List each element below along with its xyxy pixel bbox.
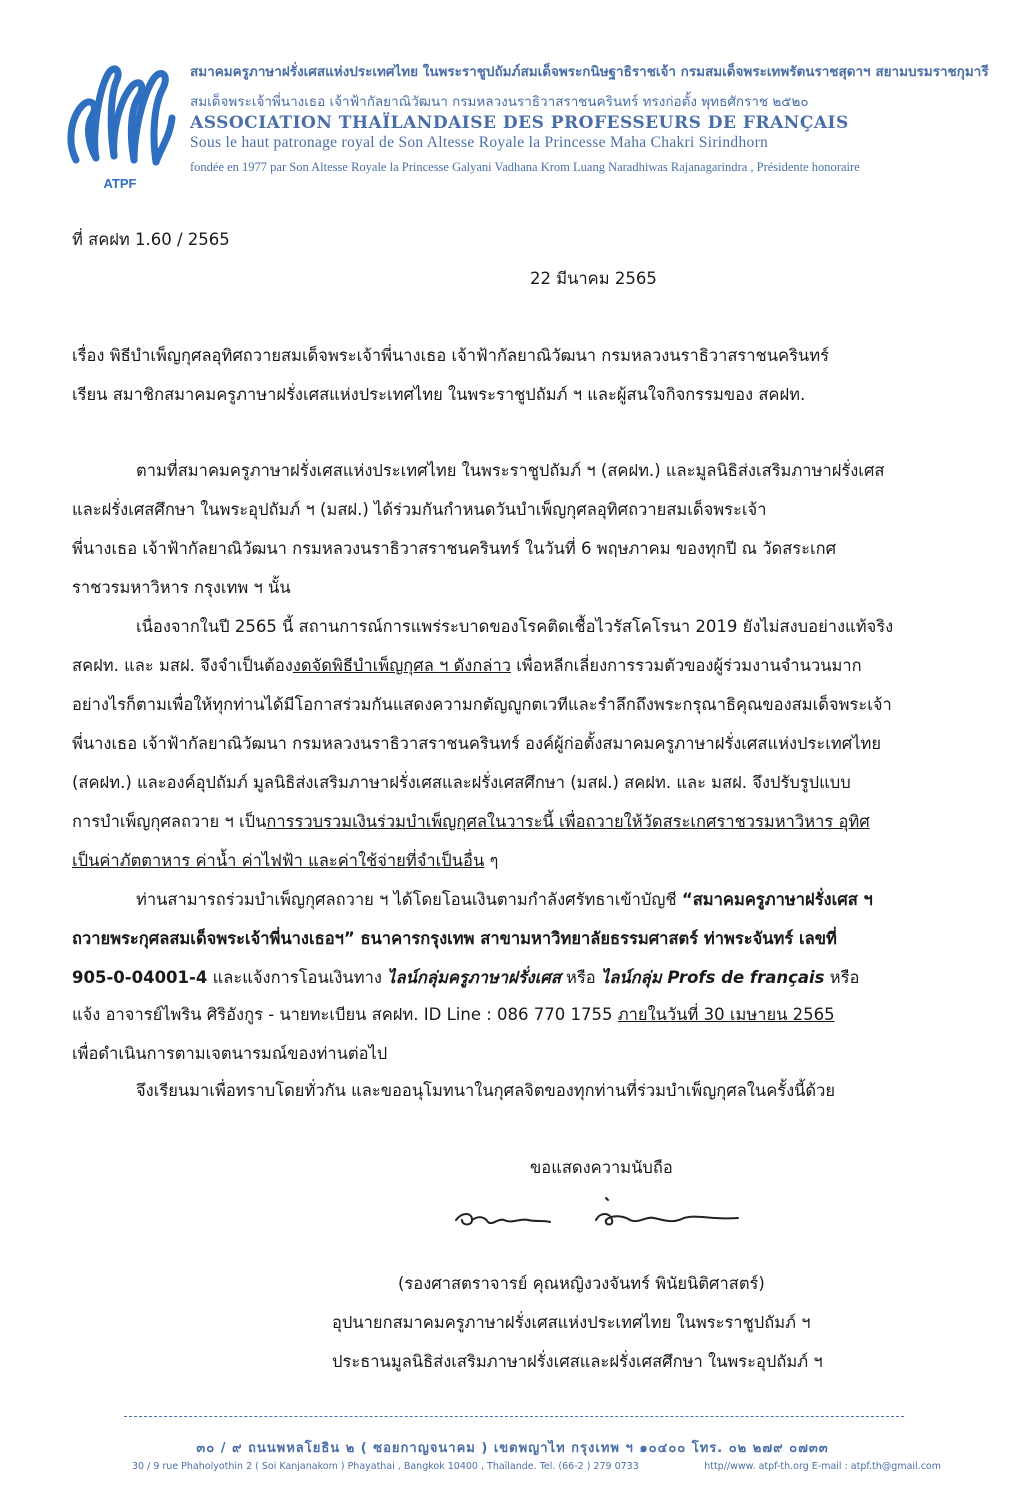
para2-line	[72, 850, 498, 872]
line-group-1: ไลน์กลุ่มครูภาษาฝรั่งเศส	[387, 968, 561, 987]
para2-underlined: เป็นค่าภัตตาหาร ค่าน้ำ ค่าไฟฟ้า และค่าใช้จ่ายที่จำเป็นอื่น	[72, 851, 485, 870]
logo-text: ATPF	[103, 176, 137, 191]
para3-line	[136, 889, 873, 911]
atpf-logo	[62, 48, 178, 196]
para3-line: เพื่อดำเนินการตามเจตนารมณ์ของท่านต่อไป	[72, 1044, 388, 1063]
footer-french-address: 30 / 9 rue Phaholyothin 2 ( Soi Kanjanakom ) Phayathai , Bangkok 10400 , Thaïlande. Tel. (66-2 ) 279 0733	[132, 1461, 639, 1472]
para1-line: และฝรั่งเศสศึกษา ในพระอุปถัมภ์ ฯ (มสฝ.) ได้ร่วมกันกำหนดวันบำเพ็ญกุศลอุทิศถวายสมเด็จพระเจ้า	[72, 500, 767, 519]
account-name: “สมาคมครูภาษาฝรั่งเศส ฯ	[681, 890, 873, 909]
para2-line	[72, 655, 862, 677]
letter-subject: เรื่อง พิธีบำเพ็ญกุศลอุทิศถวายสมเด็จพระเจ้าพี่นางเธอ เจ้าฟ้ากัลยาณิวัฒนา กรมหลวงนราธิวาสราชนครินทร์	[72, 346, 829, 365]
para1-line: ราชวรมหาวิหาร กรุงเทพ ฯ นั้น	[72, 578, 291, 597]
para3-line	[72, 967, 859, 989]
letterhead-patronage: Sous le haut patronage royal de Son Altesse Royale la Princesse Maha Chakri Sirindhorn	[190, 134, 769, 151]
account-number: 905-0-04001-4	[72, 968, 208, 987]
para1-line: ตามที่สมาคมครูภาษาฝรั่งเศสแห่งประเทศไทย ในพระราชูปถัมภ์ ฯ (สคฝท.) และมูลนิธิส่งเสริมภาษาฝรั่งเศส	[136, 461, 885, 480]
para2-underlined: การรวบรวมเงินร่วมบำเพ็ญกุศลในวาระนี้ เพื่อถวายให้วัดสระเกศราชวรมหาวิหาร อุทิศ	[266, 812, 870, 831]
letter-date: 22 มีนาคม 2565	[530, 269, 657, 288]
para3-line	[72, 1004, 835, 1026]
para3-text: แจ้ง อาจารย์ไพริน ศิริอังกูร - นายทะเบียน สคฝท. ID Line : 086 770 1755	[72, 1005, 618, 1024]
para3-text: หรือ	[824, 968, 860, 987]
para3-text: ท่านสามารถร่วมบำเพ็ญกุศลถวาย ฯ ได้โดยโอนเงินตามกำลังศรัทธาเข้าบัญชี	[136, 890, 682, 909]
signer-title-2: ประธานมูลนิธิส่งเสริมภาษาฝรั่งเศสและฝรั่งเศสศึกษา ในพระอุปถัมภ์ ฯ	[332, 1352, 823, 1371]
letterhead-french-name: ASSOCIATION THAÏLANDAISE DES PROFESSEURS DE FRANÇAIS	[190, 113, 849, 133]
para3-text: และแจ้งการโอนเงินทาง	[207, 968, 388, 987]
footer-web-email: http//www. atpf-th.org E-mail : atpf.th@gmail.com	[704, 1461, 941, 1472]
para2-line: เนื่องจากในปี 2565 นี้ สถานการณ์การแพร่ระบาดของโรคติดเชื้อไวรัสโคโรนา 2019 ยังไม่สงบอย่างแท้จริง	[136, 617, 894, 636]
letterhead-founded: fondée en 1977 par Son Altesse Royale la Princesse Galyani Vadhana Krom Luang Naradhiwas Rajanagarindra , Présidente honoraire	[190, 160, 860, 174]
para2-text: สคฝท. และ มสฝ. จึงจำเป็นต้อง	[72, 656, 293, 675]
para3-text: หรือ	[560, 968, 601, 987]
footer-thai-address: ๓๐ / ๙ ถนนพหลโยธิน ๒ ( ซอยกาญจนาคม ) เขตพญาไท กรุงเทพ ฯ ๑๐๔๐๐ โทร. ๐๒ ๒๗๙ ๐๗๓๓	[196, 1441, 829, 1456]
signer-title-1: อุปนายกสมาคมครูภาษาฝรั่งเศสแห่งประเทศไทย ในพระราชูปถัมภ์ ฯ	[332, 1313, 811, 1332]
letterhead-thai-line1: สมาคมครูภาษาฝรั่งเศสแห่งประเทศไทย ในพระราชูปถัมภ์สมเด็จพระกนิษฐาธิราชเจ้า กรมสมเด็จพระเทพรัตนราชสุดาฯ สยามบรมราชกุมารี	[190, 64, 989, 80]
letter-recipient: เรียน สมาชิกสมาคมครูภาษาฝรั่งเศสแห่งประเทศไทย ในพระราชูปถัมภ์ ฯ และผู้สนใจกิจกรรมของ สคฝท.	[72, 385, 806, 404]
line-group-2: ไลน์กลุ่ม Profs de français	[600, 968, 825, 987]
para2-line: (สคฝท.) และองค์อุปถัมภ์ มูลนิธิส่งเสริมภาษาฝรั่งเศสและฝรั่งเศสศึกษา (มสฝ.) สคฝท. และ มสฝ. จึงปรับรูปแบบ	[72, 773, 851, 792]
footer-divider	[124, 1416, 904, 1417]
para2-line: อย่างไรก็ตามเพื่อให้ทุกท่านได้มีโอกาสร่วมกันแสดงความกตัญญูกตเวทีและรำลึกถึงพระกรุณาธิคุณของสมเด็จพระเจ้า	[72, 695, 892, 714]
signer-name: (รองศาสตราจารย์ คุณหญิงวงจันทร์ พินัยนิติศาสตร์)	[398, 1274, 765, 1293]
letter-reference: ที่ สคฝท 1.60 / 2565	[72, 230, 230, 249]
para1-line: พี่นางเธอ เจ้าฟ้ากัลยาณิวัฒนา กรมหลวงนราธิวาสราชนครินทร์ ในวันที่ 6 พฤษภาคม ของทุกปี ณ วัดสระเกศ	[72, 539, 837, 558]
closing-paragraph: จึงเรียนมาเพื่อทราบโดยทั่วกัน และขออนุโมทนาในกุศลจิตของทุกท่านที่ร่วมบำเพ็ญกุศลในครั้งนี้ด้วย	[136, 1081, 836, 1100]
para2-text: เพื่อหลีกเลี่ยงการรวมตัวของผู้ร่วมงานจำนวนมาก	[511, 656, 862, 675]
para2-text: การบำเพ็ญกุศลถวาย ฯ เป็น	[72, 812, 267, 831]
para3-line: ถวายพระกุศลสมเด็จพระเจ้าพี่นางเธอฯ” ธนาคารกรุงเทพ สาขามหาวิทยาลัยธรรมศาสตร์ ท่าพระจันทร์ เลขที่	[72, 929, 837, 948]
para2-line	[72, 811, 870, 833]
letterhead-thai-line2: สมเด็จพระเจ้าพี่นางเธอ เจ้าฟ้ากัลยาณิวัฒนา กรมหลวงนราธิวาสราชนครินทร์ ทรงก่อตั้ง พุทธศักราช ๒๕๒๐	[190, 94, 809, 110]
para2-line: พี่นางเธอ เจ้าฟ้ากัลยาณิวัฒนา กรมหลวงนราธิวาสราชนครินทร์ องค์ผู้ก่อตั้งสมาคมครูภาษาฝรั่งเศสแห่งประเทศไทย	[72, 734, 882, 753]
para2-text: ๆ	[484, 851, 499, 870]
regards: ขอแสดงความนับถือ	[530, 1158, 673, 1177]
deadline: ภายในวันที่ 30 เมษายน 2565	[617, 1005, 835, 1024]
para2-underlined: งดจัดพิธีบำเพ็ญกุศล ฯ ดังกล่าว	[292, 656, 511, 675]
signature	[448, 1190, 758, 1240]
